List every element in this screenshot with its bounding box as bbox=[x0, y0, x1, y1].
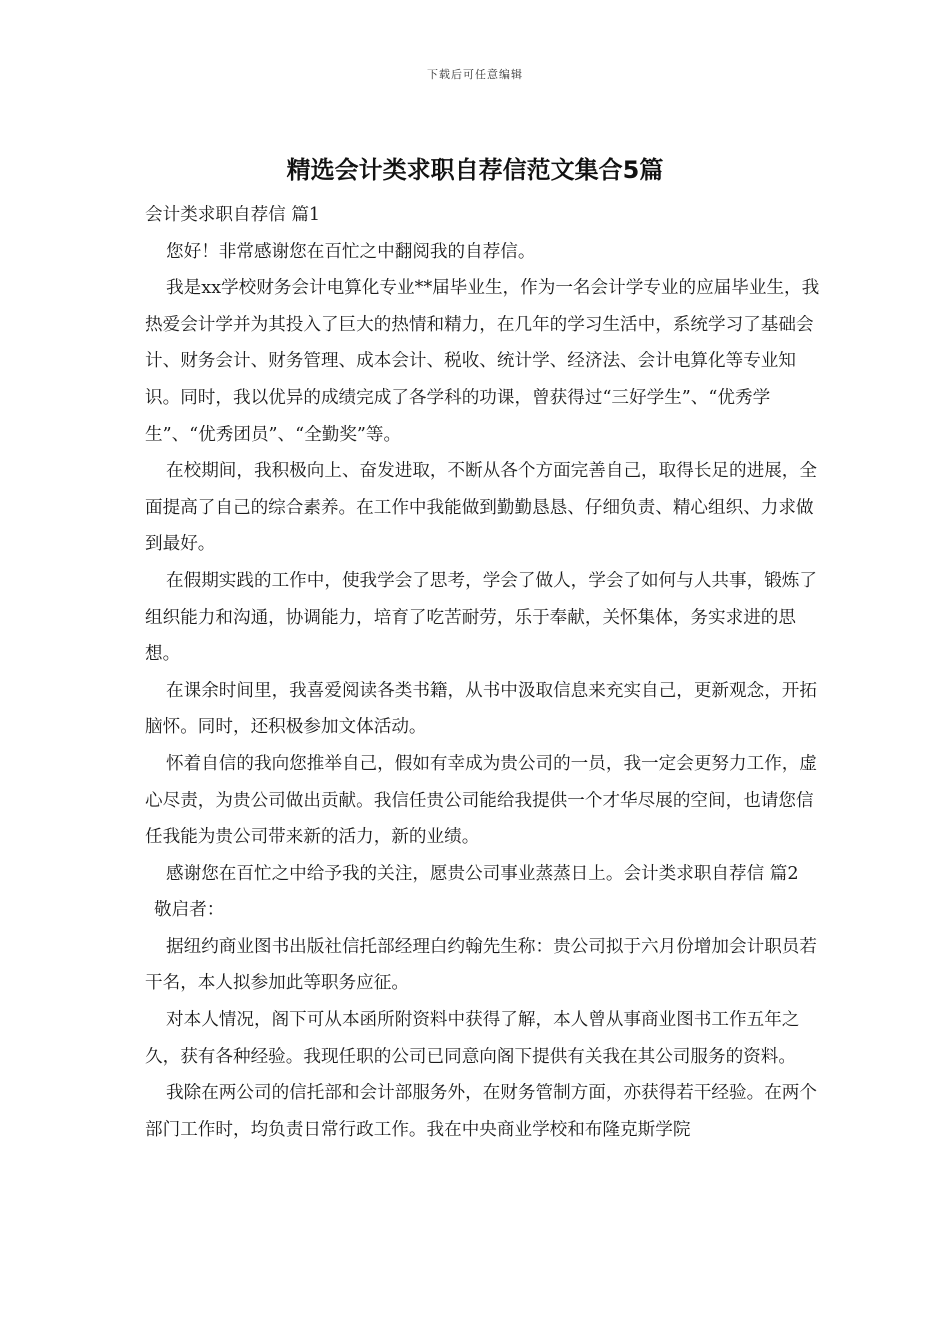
paragraph-closing: 感谢您在百忙之中给予我的关注，愿贵公司事业蒸蒸日上。会计类求职自荐信 篇2 bbox=[166, 863, 799, 884]
paragraph-practice: 在假期实践的工作中，使我学会了思考，学会了做人，学会了如何与人共事，锻炼了组织能力和沟通，协调能力，培育了吃苦耐劳，乐于奉献，关怀集体，务实求进的思想。 bbox=[145, 570, 817, 665]
paragraph-application: 据纽约商业图书出版社信托部经理白约翰先生称：贵公司拟于六月份增加会计职员若干名，本人拟参加此等职务应征。 bbox=[145, 936, 817, 994]
paragraph-campus: 在校期间，我积极向上、奋发进取，不断从各个方面完善自己，取得长足的进展，全面提高了自己的综合素养。在工作中我能做到勤勤恳恳、仔细负责、精心组织、力求做到最好。 bbox=[145, 461, 817, 555]
document-body bbox=[145, 197, 825, 1148]
paragraph-greeting: 您好！非常感谢您在百忙之中翻阅我的自荐信。 bbox=[166, 241, 536, 262]
paragraph-salutation: 敬启者： bbox=[154, 900, 225, 921]
paragraph-experience: 我除在两公司的信托部和会计部服务外，在财务管制方面，亦获得若干经验。在两个部门工作时，均负责日常行政工作。我在中央商业学校和布隆克斯学院 bbox=[145, 1083, 817, 1140]
paragraph-hobbies: 在课余时间里，我喜爱阅读各类书籍，从书中汲取信息来充实自己，更新观念，开拓脑怀。同时，还积极参加文体活动。 bbox=[145, 680, 817, 738]
page-header-note: 下载后可任意编辑 bbox=[427, 68, 523, 81]
paragraph-background: 对本人情况，阁下可从本函所附资料中获得了解，本人曾从事商业图书工作五年之久，获有各种经验。我现任职的公司已同意向阁下提供有关我在其公司服务的资料。 bbox=[145, 1010, 800, 1067]
document-title: 精选会计类求职自荐信范文集合5篇 bbox=[286, 156, 664, 184]
section-heading: 会计类求职自荐信 篇1 bbox=[145, 205, 321, 225]
paragraph-recommendation: 怀着自信的我向您推举自己，假如有幸成为贵公司的一员，我一定会更努力工作，虚心尽责，为贵公司做出贡献。我信任贵公司能给我提供一个才华尽展的空间，也请您信任我能为贵公司带来新的活力，新的业绩。 bbox=[145, 753, 817, 848]
paragraph-education: 我是xx学校财务会计电算化专业**届毕业生，作为一名会计学专业的应届毕业生，我热爱会计学并为其投入了巨大的热情和精力，在几年的学习生活中，系统学习了基础会计、财务会计、财务管理、成本会计、税收、统计学、经济法、会计电算化等专业知识。同时，我以优异的成绩完成了各学科的功课，曾获得过“三好学生”、“优秀学生”、“优秀团员”、“全勤奖”等。 bbox=[145, 278, 820, 445]
